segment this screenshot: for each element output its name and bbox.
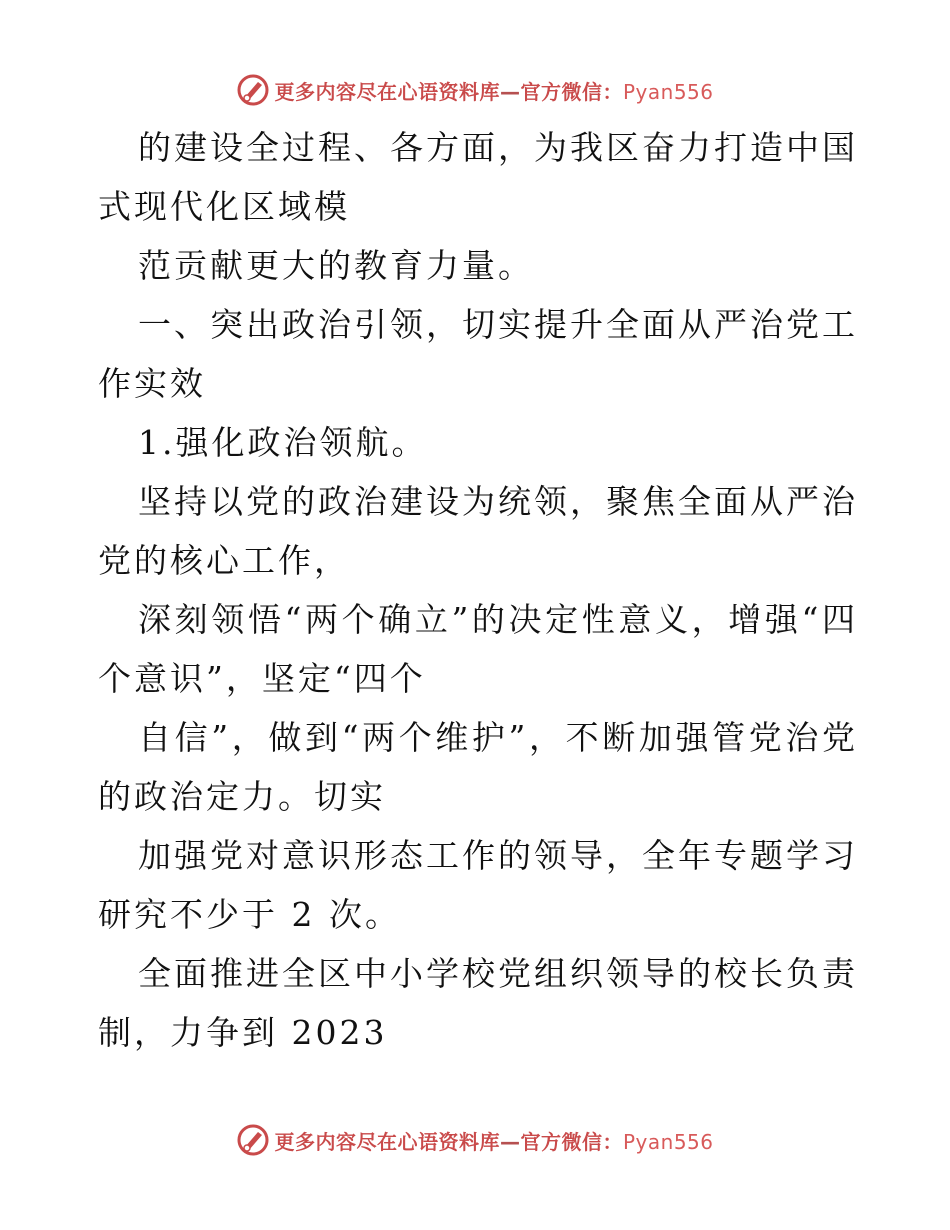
watermark-separator: —: [499, 79, 521, 104]
paragraph: 的建设全过程、各方面，为我区奋力打造中国式现代化区域模: [98, 128, 858, 226]
paragraph: 坚持以党的政治建设为统领，聚焦全面从严治党的核心工作，: [98, 482, 858, 580]
paragraph: 加强党对意识形态工作的领导，全年专题学习研究不少于 2 次。: [98, 836, 858, 934]
watermark-brand: 更多内容尽在心语资料库: [274, 79, 500, 104]
paragraph: 自信”，做到“两个维护”，不断加强管党治党的政治定力。切实: [98, 718, 858, 816]
watermark-contact-label: 官方微信：: [520, 79, 623, 104]
paragraph: 深刻领悟“两个确立”的决定性意义，增强“四个意识”，坚定“四个: [98, 600, 858, 698]
header-watermark: [0, 70, 950, 110]
watermark-separator: —: [499, 1129, 521, 1154]
watermark-contact-id: Pyan556: [622, 1129, 714, 1154]
watermark-contact-label: 官方微信：: [520, 1129, 623, 1154]
paragraph: 全面推进全区中小学校党组织领导的校长负责制，力争到 2023: [98, 954, 858, 1052]
watermark-brand: 更多内容尽在心语资料库: [274, 1129, 500, 1154]
pen-seal-icon: [236, 73, 270, 107]
pen-seal-icon: [236, 1123, 270, 1157]
paragraph: 范贡献更大的教育力量。: [138, 246, 534, 285]
subsection-heading: 1.强化政治领航。: [138, 423, 428, 462]
watermark-contact-id: Pyan556: [622, 79, 714, 104]
footer-watermark: [0, 1120, 950, 1160]
document-body: [98, 118, 858, 1062]
watermark-text: [274, 1126, 713, 1155]
section-heading: 一、突出政治引领，切实提升全面从严治党工作实效: [98, 305, 858, 403]
watermark-text: [274, 76, 713, 105]
